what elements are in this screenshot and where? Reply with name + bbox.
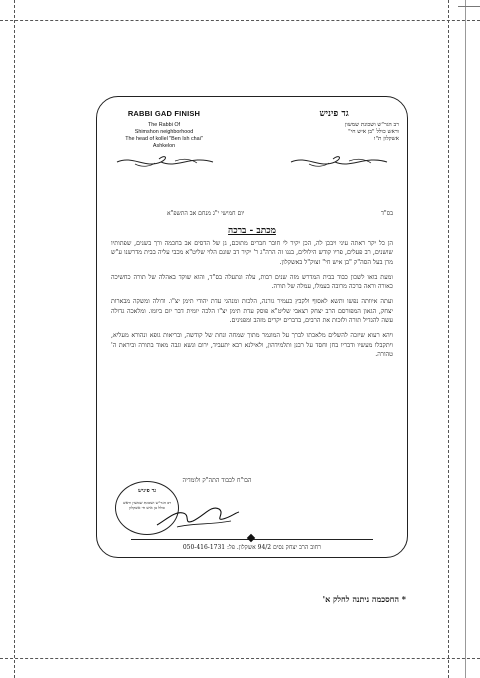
footer-ornament [247,534,255,542]
flourish-ornament-right [289,155,389,169]
paragraph: ועתה איוותה נפשו ותשא לאסוף ולקבץ כעמיר גורנה, הלכות ומנהגי עדת יהודי תימן יצ"ו. ודולה ומשקה מבארות יצחק, הגאון המפורסם הרב יצחק רצאבי שליט"א פוסק עדת תימן יצ"ו הלכה יומית דבר יום ביומו. ומלאכה גדולה עשה להגדיל תורה ולזכות את הרבים, בדברים יקרים מזהב ומפנינים. [111,298,393,325]
paragraph: ויהא רעוא שיזכה להשלים מלאכתו לברך על המוגמר מתוך שמחה ונחת של קודשה, ובריאות גופא ונהורא מעליא, ויתקבלו מעשיו ודבריו בחן וחסד על רבנן ותלמידהון, ולאילנא רבא יתעביד, ירום ונשא וגבה מאוד בתורה וביראת ה' טהורה. [111,332,393,358]
crop-mark-right [448,0,449,678]
crop-mark-top [0,20,480,21]
dateline [111,210,393,220]
letter-footer-address: רחוב הרב יצחק נסים 94/2 אשקלון. פל: 050-416-1731 [182,544,322,551]
signoff: הבו"ח לכבוד התה"ק ולומדיה [182,477,252,484]
letterhead-hebrew [269,108,399,144]
flourish-ornament-left [115,155,215,169]
approbation-letter [96,96,408,558]
handwritten-signature [153,495,243,535]
letter-date: יום חמישי י"ג מנחם אב התשפ"א [167,210,245,217]
letterhead-english [105,109,223,150]
corner-tick [458,6,480,7]
rabbi-name-hebrew: גד פיניש [319,109,349,119]
page-edge [465,0,466,678]
letter-title: מכתב - ברכה [228,226,276,236]
rabbi-name-english: RABBI GAD FINISH [127,109,201,118]
letterhead-hebrew-lines: רב הגר"ש ושכונת שמשון וראש כולל "בן איש חי" אשקלון ת"ו [344,122,399,143]
rabbi-stamp: גד פיניש רב הגר"ש ושכונת שמשון וראש כולל בן איש חי אשקלון [115,481,179,535]
crop-mark-bottom [0,658,480,659]
approbation-note: * החסכמה ניתנה לחלק א' [322,594,406,604]
letter-body [111,239,393,365]
letterhead-english-lines: The Rabbi Of Shimshon neighborhood The head of kollel "Ben Ish chai" Ashkelon [125,122,203,149]
paragraph: הן כל יקר ראתה עיני ויבכן לה, הכן יקיר לי חובר חברים מתוכם, גן של הדסים אב בחכמה ורך בשנים, שפתותיו שושנים, רב פעלים, פריו קודש הילולים, בננו זה הרה"ג ר' יקיר דב שונם הלוי שליט"א מכבי עליה בבית מדרשנו ע"ש מרן בעל הסה"ק "בן איש חי" זצוק"ל באשקלון. [111,240,393,266]
paragraph: ומעת בואו לשכון כבוד בבית המדרש מזה שנים רבות, עלה ונתעלה בס"ד, והוא שוקד באהלה של תורה כחשיכה כאורה וראה ברכה מרובה בעמלו, עמלה של תורה. [111,273,393,291]
bsd-mark: בס"ד [381,210,393,217]
crop-mark-left [14,0,15,678]
